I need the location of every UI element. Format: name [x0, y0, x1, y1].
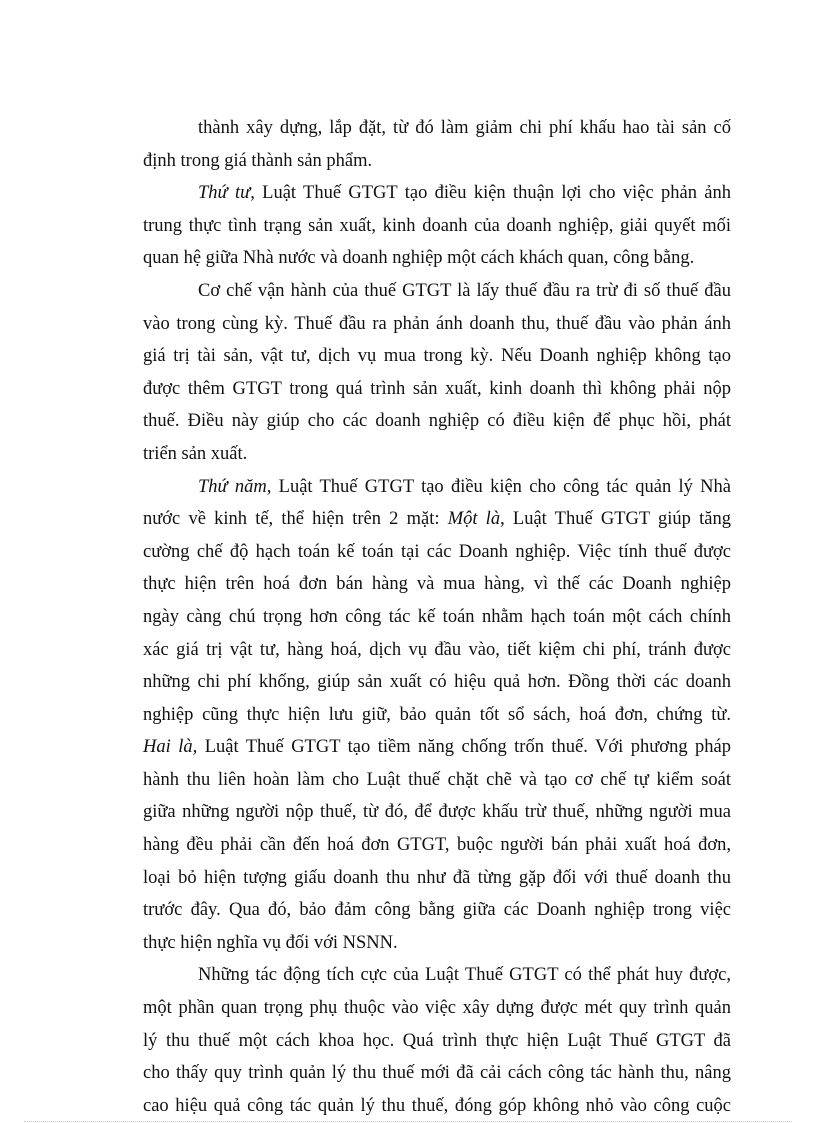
line-text: hàng đều phải cần đến hoá đơn GTGT, buộc người bán phải xuất hoá đơn, [143, 835, 731, 856]
line-text: định trong giá thành sản phẩm. [143, 150, 373, 171]
italic-phrase: Một là [447, 509, 501, 530]
line-text: cho thấy quy trình quản lý thu thuế mới đã cải cách công tác hành thu, nâng [143, 1063, 731, 1084]
text-line [143, 894, 731, 927]
text-line [143, 959, 731, 992]
text-line [143, 242, 731, 275]
text-line [143, 210, 731, 243]
text-line [143, 340, 731, 373]
line-text: giữa những người nộp thuế, từ đó, để được khấu trừ thuế, những người mua [143, 802, 731, 823]
line-text: trung thực tình trạng sản xuất, kinh doanh của doanh nghiệp, giải quyết mối [143, 215, 731, 236]
paragraph [143, 177, 731, 275]
line-text: loại bỏ hiện tượng giấu doanh thu như đã từng gặp đối với thuế doanh thu [143, 867, 731, 888]
text-line [143, 177, 731, 210]
line-text: trước đây. Qua đó, bảo đảm công bằng giữa các Doanh nghiệp trong việc [143, 900, 731, 921]
line-text: lý thu thuế một cách khoa học. Quá trình thực hiện Luật Thuế GTGT đã [143, 1030, 731, 1051]
text-line [143, 862, 731, 895]
text-line [143, 666, 731, 699]
text-line [143, 601, 731, 634]
line-text: thực hiện trên hoá đơn bán hàng và mua hàng, vì thế các Doanh nghiệp [143, 574, 731, 595]
line-text: xác giá trị vật tư, hàng hoá, dịch vụ đầu vào, tiết kiệm chi phí, tránh được [143, 639, 731, 660]
line-text: nước về kinh tế, thể hiện trên 2 mặt: [143, 509, 448, 530]
text-line [143, 796, 731, 829]
line-text: thành xây dựng, lắp đặt, từ đó làm giảm chi phí khấu hao tài sản cố [198, 118, 731, 138]
text-line [143, 112, 731, 145]
italic-lead: Thứ tư, [198, 183, 255, 204]
paragraph [143, 959, 731, 1122]
text-line [143, 275, 731, 308]
line-text: Luật Thuế GTGT tạo điều kiện thuận lợi cho việc phản ảnh [254, 183, 732, 204]
paragraph [143, 275, 731, 471]
text-line [143, 927, 731, 960]
text-line [143, 145, 731, 178]
paragraph [143, 471, 731, 960]
line-text: hành thu liên hoàn làm cho Luật thuế chặt chẽ và tạo cơ chế tự kiểm soát [143, 769, 731, 790]
text-line [143, 634, 731, 667]
line-text: nghiệp cũng thực hiện lưu giữ, bảo quản tốt sổ sách, hoá đơn, chứng từ. [143, 704, 731, 725]
text-line [143, 373, 731, 406]
line-text: ngày càng chú trọng hơn công tác kế toán nhằm hạch toán một cách chính [143, 606, 731, 627]
line-text: giá trị tài sản, vật tư, dịch vụ mua trong kỳ. Nếu Doanh nghiệp không tạo [143, 346, 731, 367]
line-text: được thêm GTGT trong quá trình sản xuất, kinh doanh thì không phải nộp [143, 378, 731, 399]
text-line [143, 731, 731, 764]
line-text: Luật Thuế GTGT tạo tiềm năng chống trốn thuế. Với phương pháp [197, 737, 732, 758]
text-line [143, 1025, 731, 1058]
paragraph [143, 112, 731, 177]
text-line [143, 764, 731, 797]
text-line [143, 1090, 731, 1123]
line-text: một phần quan trọng phụ thuộc vào việc xây dựng được mét quy trình quản [143, 998, 731, 1019]
document-page [143, 112, 731, 1122]
line-text: quan hệ giữa Nhà nước và doanh nghiệp một cách khách quan, công bằng. [143, 248, 695, 269]
line-text: thuế. Điều này giúp cho các doanh nghiệp có điều kiện để phục hồi, phát [143, 411, 731, 432]
line-text-tail: , Luật Thuế GTGT giúp tăng [500, 509, 731, 530]
line-text: Những tác động tích cực của Luật Thuế GTGT có thể phát huy được, [198, 965, 731, 986]
line-text: thực hiện nghĩa vụ đối với NSNN. [143, 932, 398, 953]
text-line [143, 568, 731, 601]
text-line [143, 503, 731, 536]
page-bottom-edge [24, 1121, 792, 1122]
line-text: Luật Thuế GTGT tạo điều kiện cho công tác quản lý Nhà [271, 476, 731, 497]
line-text: cường chế độ hạch toán kế toán tại các Doanh nghiệp. Việc tính thuế được [143, 541, 731, 562]
line-text: triển sản xuất. [143, 443, 248, 464]
line-text: Cơ chế vận hành của thuế GTGT là lấy thuế đầu ra trừ đi số thuế đầu [198, 280, 731, 301]
text-line [143, 536, 731, 569]
text-line [143, 438, 731, 471]
text-line [143, 471, 731, 504]
italic-lead: Hai là, [143, 737, 198, 758]
italic-lead: Thứ năm, [198, 476, 272, 497]
text-line [143, 699, 731, 732]
line-text: vào trong cùng kỳ. Thuế đầu ra phản ánh doanh thu, thuế đầu vào phản ánh [143, 313, 731, 334]
line-text: những chi phí khống, giúp sản xuất có hiệu quả hơn. Đồng thời các doanh [143, 672, 731, 693]
line-text: cao hiệu quả công tác quản lý thu thuế, đóng góp không nhỏ vào công cuộc [143, 1095, 731, 1116]
text-line [143, 1057, 731, 1090]
text-line [143, 829, 731, 862]
text-line [143, 308, 731, 341]
text-line [143, 405, 731, 438]
text-line [143, 992, 731, 1025]
